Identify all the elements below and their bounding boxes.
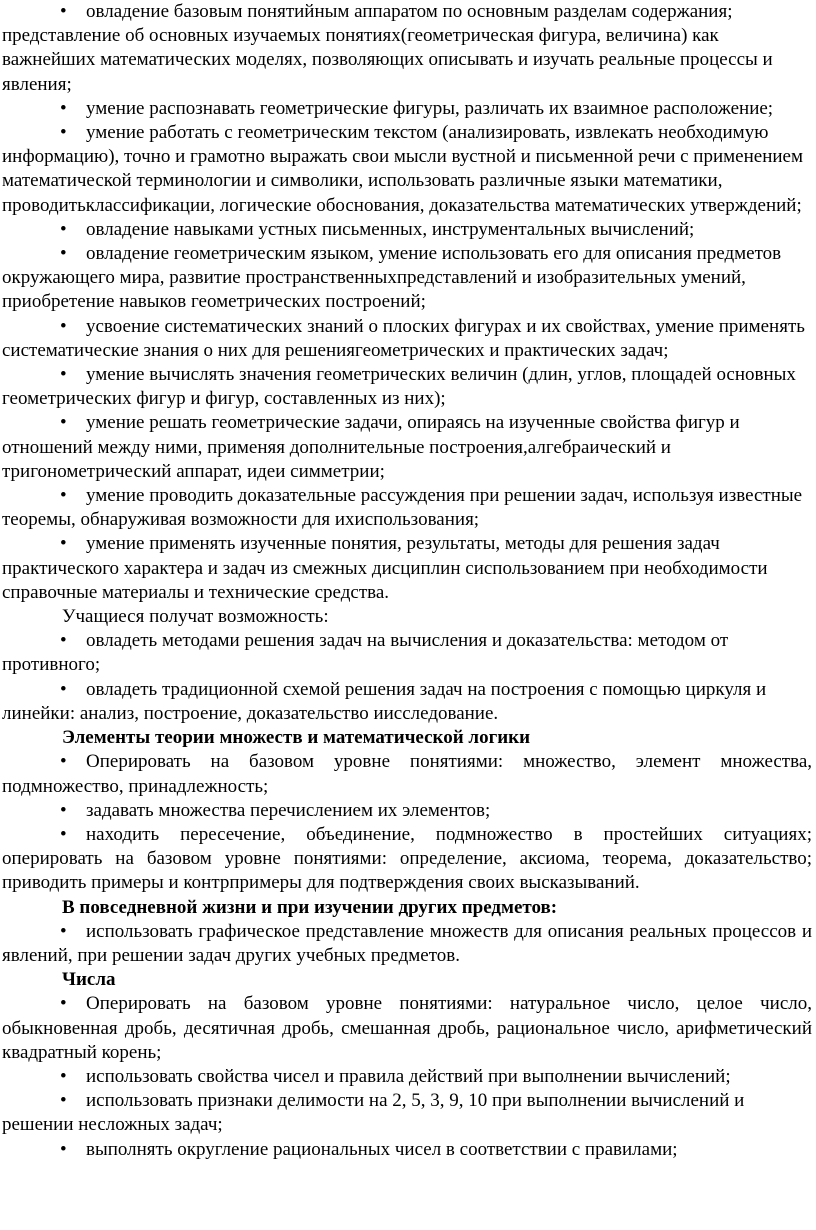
list-item: • умение проводить доказательные рассуждения при решении задач, используя известные теоремы, обнаруживая возможности для ихиспользования; — [2, 484, 812, 532]
list-item: • овладеть традиционной схемой решения задач на построения с помощью циркуля и линейки: анализ, построение, доказательство иисследование. — [2, 678, 812, 726]
list-item: • умение распознавать геометрические фигуры, различать их взаимное расположение; — [2, 97, 812, 121]
list-item: • умение работать с геометрическим текстом (анализировать, извлекать необходимую информацию), точно и грамотно выражать свои мысли вустной и письменной речи с применением математической терминологии и символики, использовать различные языки математики, проводитьклассификации, логические обоснования, доказательства математических утверждений; — [2, 121, 812, 218]
list-item: • использовать свойства чисел и правила действий при выполнении вычислений; — [2, 1065, 812, 1089]
list-item: • овладеть методами решения задач на вычисления и доказательства: методом от противного; — [2, 629, 812, 677]
list-item: • умение решать геометрические задачи, опираясь на изученные свойства фигур и отношений между ними, применяя дополнительные построения,алгебраический и тригонометрический аппарат, идеи симметрии; — [2, 411, 812, 484]
list-item: • овладение геометрическим языком, умение использовать его для описания предметов окружающего мира, развитие пространственныхпредставлений и изобразительных умений, приобретение навыков геометрических построений; — [2, 242, 812, 315]
list-item: • выполнять округление рациональных чисел в соответствии с правилами; — [2, 1138, 812, 1162]
list-item: • задавать множества перечислением их элементов; — [2, 799, 812, 823]
list-item: • овладение навыками устных письменных, инструментальных вычислений; — [2, 218, 812, 242]
section-heading-everyday-life: В повседневной жизни и при изучении других предметов: — [62, 896, 558, 918]
list-item: • находить пересечение, объединение, подмножество в простейших ситуациях; оперировать на базовом уровне понятиями: определение, аксиома, теорема, доказательство; приводить примеры и контрпримеры для подтверждения своих высказываний. — [2, 823, 812, 896]
list-item: • умение применять изученные понятия, результаты, методы для решения задач практического характера и задач из смежных дисциплин сиспользованием при необходимости справочные материалы и технические средства. — [2, 532, 812, 605]
list-item: • использовать графическое представление множеств для описания реальных процессов и явлений, при решении задач других учебных предметов. — [2, 920, 812, 968]
section-heading-numbers: Числа — [62, 969, 116, 991]
list-item: • овладение базовым понятийным аппаратом по основным разделам содержания; представление об основных изучаемых понятиях(геометрическая фигура, величина) как важнейших математических моделях, позволяющих описывать и изучать реальные процессы и явления; — [2, 0, 812, 97]
list-item: • Оперировать на базовом уровне понятиями: натуральное число, целое число, обыкновенная дробь, десятичная дробь, смешанная дробь, рациональное число, арифметический квадратный корень; — [2, 992, 812, 1065]
section-heading-sets-logic: Элементы теории множеств и математической логики — [62, 727, 531, 749]
opportunities-intro: Учащиеся получат возможность: — [62, 606, 329, 628]
list-item: • использовать признаки делимости на 2, 5, 3, 9, 10 при выполнении вычислений и решении несложных задач; — [2, 1089, 812, 1137]
list-item: • умение вычислять значения геометрических величин (длин, углов, площадей основных геометрических фигур и фигур, составленных из них); — [2, 363, 812, 411]
list-item: • усвоение систематических знаний о плоских фигурах и их свойствах, умение применять систематические знания о них для решениягеометрических и практических задач; — [2, 315, 812, 363]
list-item: • Оперировать на базовом уровне понятиями: множество, элемент множества, подмножество, принадлежность; — [2, 750, 812, 798]
